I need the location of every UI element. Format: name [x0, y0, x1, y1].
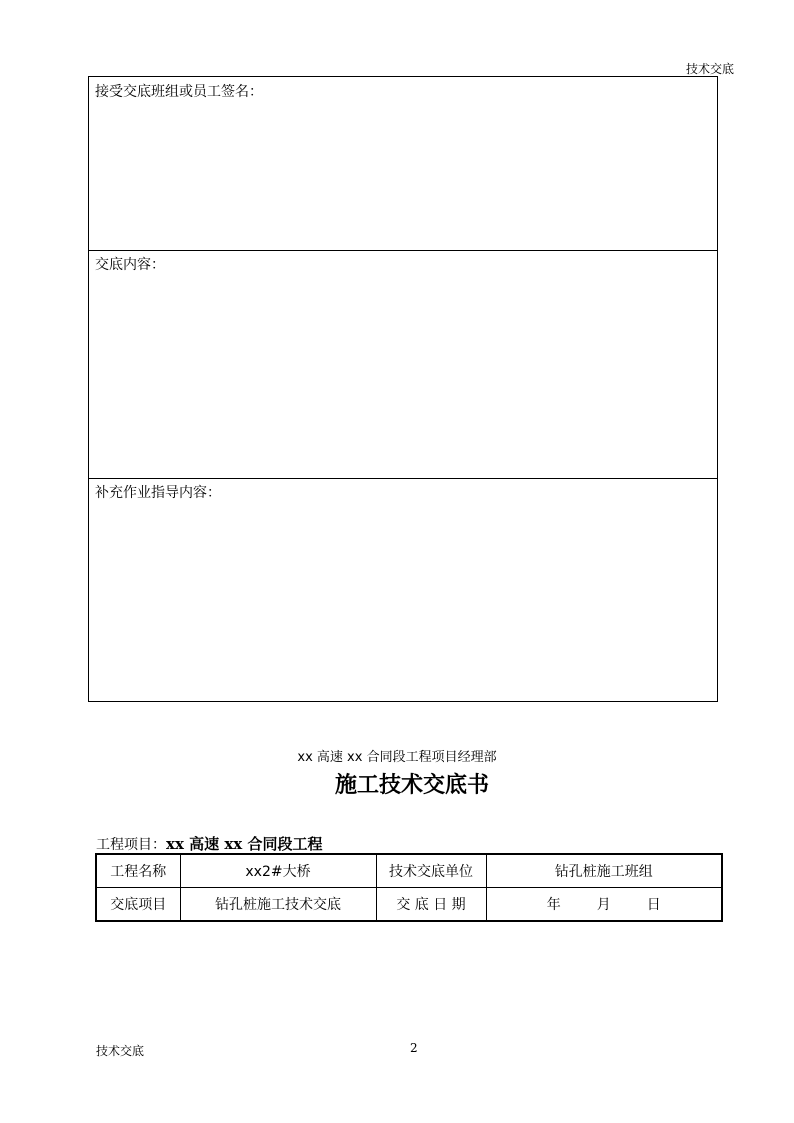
project-value: xx 高速 xx 合同段工程: [166, 835, 323, 853]
signature-section-label: 接受交底班组或员工签名：: [95, 84, 263, 100]
date-year: 年: [546, 897, 561, 913]
item-value: 钻孔桩施工技术交底: [180, 888, 376, 922]
signature-section: [88, 76, 718, 251]
content-section: [88, 250, 718, 479]
table-row: [96, 888, 722, 922]
date-month: 月: [596, 897, 611, 913]
item-label: 交底项目: [96, 888, 180, 922]
info-table: [95, 853, 723, 922]
unit-label: 技术交底单位: [376, 854, 486, 888]
project-name-label: 工程名称: [96, 854, 180, 888]
date-value: [486, 888, 722, 922]
unit-value: 钻孔桩施工班组: [486, 854, 722, 888]
table-row: [96, 854, 722, 888]
content-section-label: 交底内容：: [95, 257, 165, 273]
project-line: [96, 833, 322, 854]
page-number: 2: [410, 1041, 418, 1055]
department-name: xx 高速 xx 合同段工程项目经理部: [297, 750, 497, 765]
supplementary-section: [88, 478, 718, 702]
supplementary-section-label: 补充作业指导内容：: [95, 485, 221, 501]
project-label: 工程项目：: [96, 837, 166, 853]
date-label: 交 底 日 期: [376, 888, 486, 922]
footer-doc-label: 技术交底: [96, 1044, 145, 1058]
date-day: 日: [646, 897, 661, 913]
document-title: 施工技术交底书: [334, 772, 489, 798]
project-name-value: xx2#大桥: [180, 854, 376, 888]
header-doc-label: 技术交底: [686, 62, 735, 76]
